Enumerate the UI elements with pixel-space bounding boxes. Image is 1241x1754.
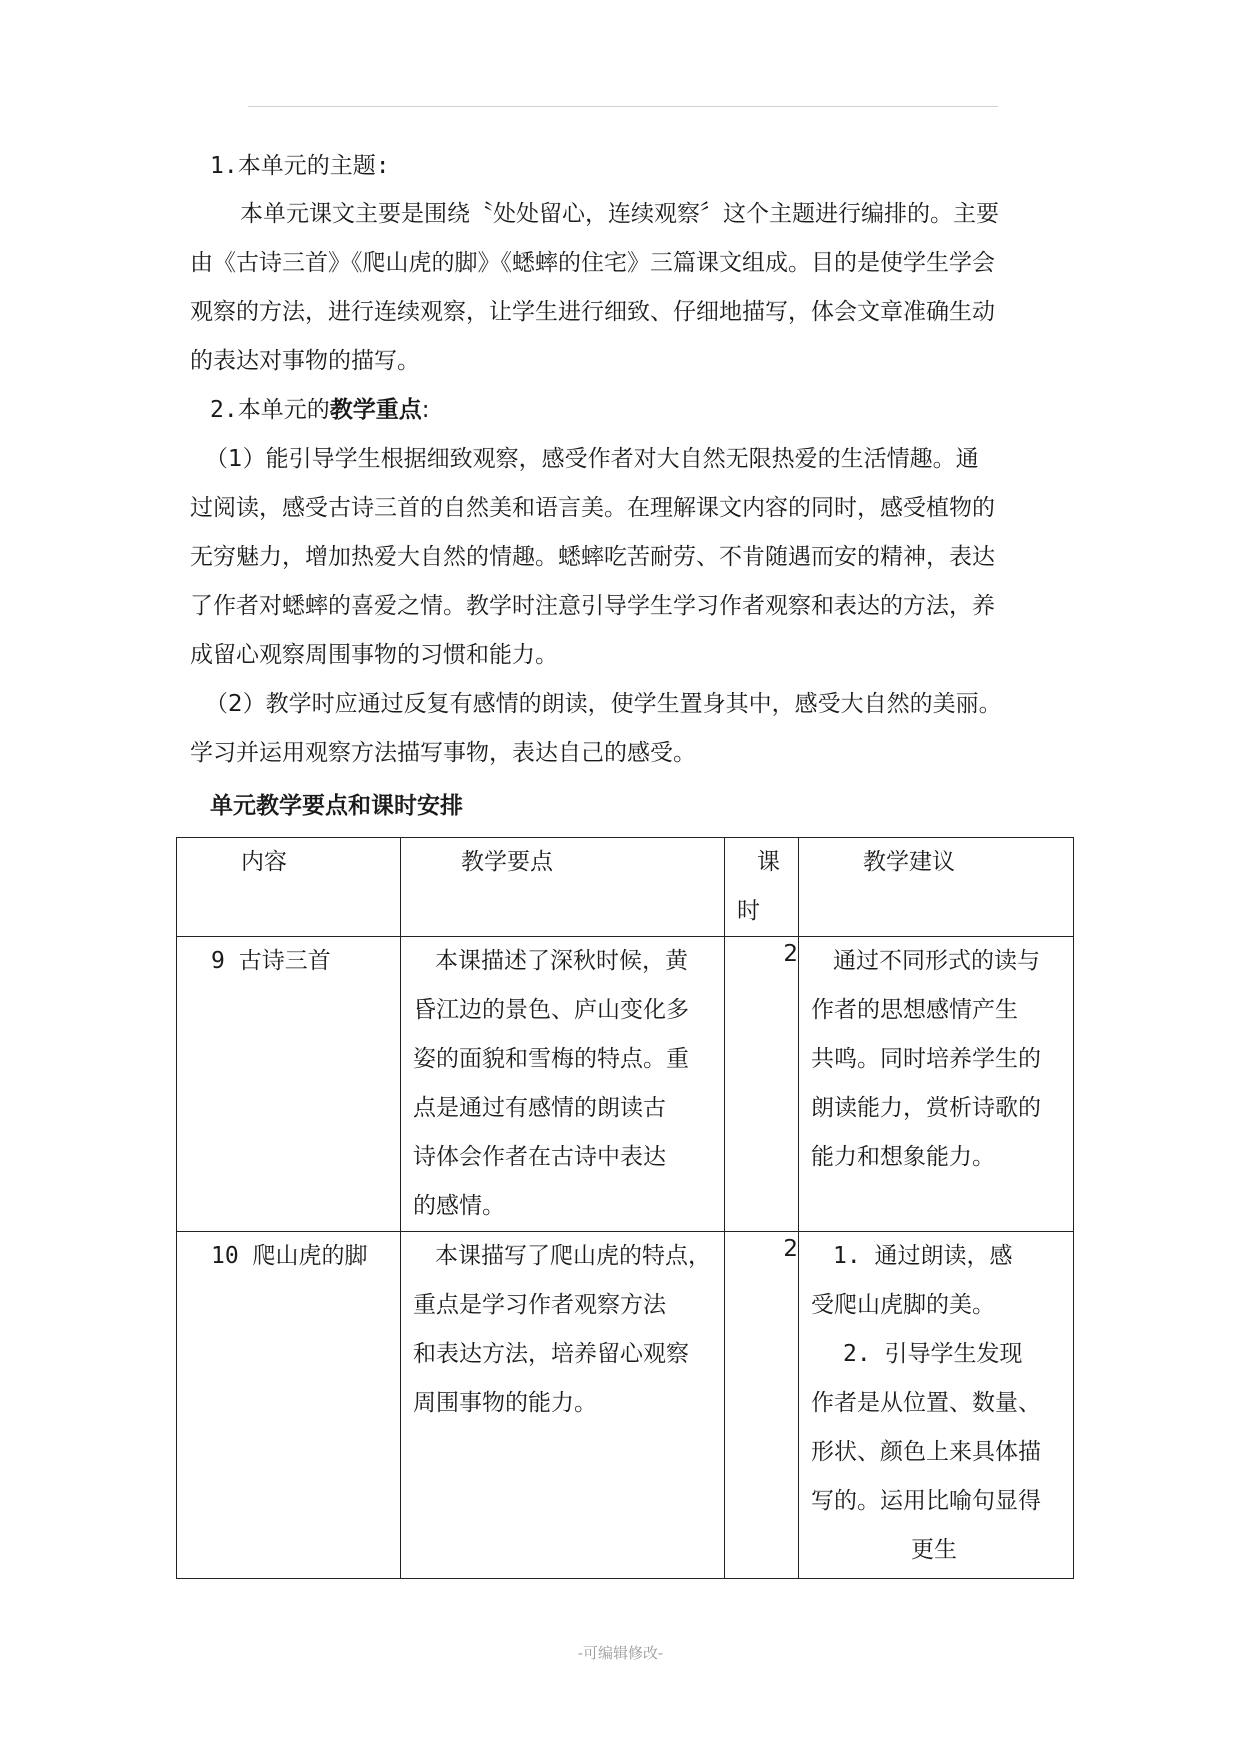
heading-unit-theme: 1.本单元的主题: bbox=[210, 153, 390, 179]
paragraph-line: 过阅读，感受古诗三首的自然美和语言美。在理解课文内容的同时，感受植物的 bbox=[190, 495, 995, 521]
paragraph-line: 了作者对蟋蟀的喜爱之情。教学时注意引导学生学习作者观察和表达的方法，养 bbox=[190, 593, 995, 619]
page-footer: -可编辑修改- bbox=[577, 1644, 664, 1662]
table-title: 单元教学要点和课时安排 bbox=[210, 793, 463, 819]
paragraph-line: 由《古诗三首》《爬山虎的脚》《蟋蟀的住宅》三篇课文组成。目的是使学生学会 bbox=[190, 250, 995, 276]
paragraph-line: 本单元课文主要是围绕〝处处留心，连续观察〞这个主题进行编排的。主要 bbox=[240, 201, 999, 227]
table-row bbox=[177, 937, 1074, 1232]
table-header-row bbox=[177, 838, 1074, 937]
header-advice: 教学建议 bbox=[799, 838, 1074, 937]
row-advice: 通过不同形式的读与 作者的思想感情产生 共鸣。同时培养学生的 朗读能力，赏析诗歌的 能力和想象能力。 bbox=[799, 937, 1074, 1232]
header-content: 内容 bbox=[177, 838, 401, 937]
table-row bbox=[177, 1232, 1074, 1579]
paragraph-line: 成留心观察周围事物的习惯和能力。 bbox=[190, 642, 558, 668]
heading-teaching-focus: 2.本单元的教学重点: bbox=[210, 397, 430, 423]
row-content: 9 古诗三首 bbox=[177, 937, 401, 1232]
paragraph-line: 观察的方法，进行连续观察，让学生进行细致、仔细地描写，体会文章准确生动 bbox=[190, 299, 995, 325]
paragraph-line: 学习并运用观察方法描写事物，表达自己的感受。 bbox=[190, 740, 696, 766]
row-points: 本课描写了爬山虎的特点， 重点是学习作者观察方法 和表达方法，培养留心观察 周围事物的能力。 bbox=[401, 1232, 725, 1579]
row-hours: 2 bbox=[725, 937, 799, 1232]
paragraph-line: （2）教学时应通过反复有感情的朗读，使学生置身其中，感受大自然的美丽。 bbox=[205, 691, 1002, 717]
paragraph-line: 的表达对事物的描写。 bbox=[190, 348, 420, 374]
row-points: 本课描述了深秋时候，黄 昏江边的景色、庐山变化多 姿的面貌和雪梅的特点。重 点是通过有感情的朗读古 诗体会作者在古诗中表达 的感情。 bbox=[401, 937, 725, 1232]
header-rule bbox=[248, 106, 998, 107]
row-hours: 2 bbox=[725, 1232, 799, 1579]
row-advice: 1. 通过朗读，感 受爬山虎脚的美。 2. 引导学生发现 作者是从位置、数量、 形状、颜色上来具体描 写的。运用比喻句显得 更生 bbox=[799, 1232, 1074, 1579]
row-content: 10 爬山虎的脚 bbox=[177, 1232, 401, 1579]
header-hours: 课 时 bbox=[725, 838, 799, 937]
lesson-plan-table bbox=[176, 837, 1074, 1579]
paragraph-line: （1）能引导学生根据细致观察，感受作者对大自然无限热爱的生活情趣。通 bbox=[205, 446, 979, 472]
header-points: 教学要点 bbox=[401, 838, 725, 937]
paragraph-line: 无穷魅力，增加热爱大自然的情趣。蟋蟀吃苦耐劳、不肯随遇而安的精神，表达 bbox=[190, 544, 995, 570]
